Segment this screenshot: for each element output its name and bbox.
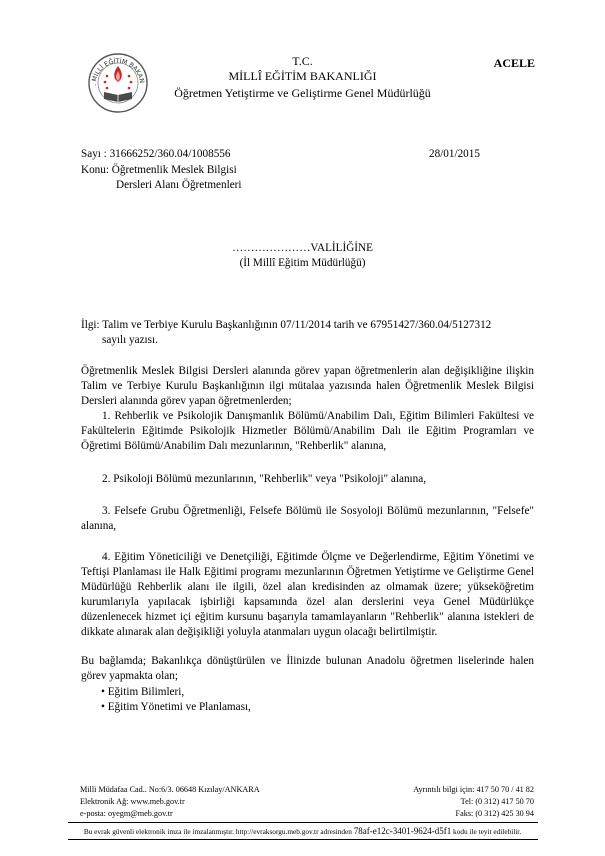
intro-paragraph: Öğretmenlik Meslek Bilgisi Dersleri alanında görev yapan öğretmenlerin alan değişikliğine ilişkin Talim ve Terbiye Kurulu Başkanlığının ilgi mütalaa yazısında halen Öğretmenlik Meslek Bilgisi Dersleri alanında görev yapan öğretmenlerden; (81, 365, 534, 407)
svg-text:T.C. MİLLÎ EĞİTİM BAKANLIĞI: . MİLLÎ EĞİTİM BAKAN (90, 57, 145, 86)
footer-divider-bottom (68, 839, 538, 840)
footer-web: Elektronik Ağ: www.meb.gov.tr (80, 797, 185, 806)
document-number: Sayı : 31666252/360.04/1008556 (81, 148, 231, 160)
verification-code: 78af-e12c-3401-9624-d5f1 (353, 826, 452, 836)
reference-line-1: İlgi: Talim ve Terbiye Kurulu Başkanlığının 07/11/2014 tarih ve 67951427/360.04/5127312 (81, 319, 492, 331)
e-signature-notice (0, 826, 605, 836)
item-1-paragraph: 1. Rehberlik ve Psikolojik Danışmanlık Bölümü/Anabilim Dalı, Eğitim Bilimleri Fakültesi ve Fakültelerin Eğitimde Psikolojik Hizmetler Bölümü/Anabilim Dalı ile Eğitim Programları ve Öğretimi Bölümü/Anabilim Dalı mezunlarının, "Rehberlik" alanına, (81, 410, 534, 452)
subject-line-1: Konu: Öğretmenlik Meslek Bilgisi (81, 164, 237, 176)
item-2-paragraph: 2. Psikoloji Bölümü mezunlarının, "Rehberlik" veya "Psikoloji" alanına, (102, 473, 427, 485)
footer-info: Ayrıntılı bilgi için: 417 50 70 / 41 82 (413, 785, 534, 794)
header-tc: T.C. (292, 54, 313, 68)
footer-divider (68, 822, 538, 823)
addressee-line-1: …………………VALİLİĞİNE (232, 242, 373, 254)
item-4-paragraph: 4. Eğitim Yöneticiliği ve Denetçiliği, Eğitimde Ölçme ve Değerlendirme, Eğitim Yönetimi ve Teftişi Planlaması ile Halk Eğitimi programı mezunlarının Öğretmen Yetiştirme ve Geliştirme Genel Müdürlüğü Rehberlik alanı ile ilgili, özel alan kredisinden az olmamak üzere; yükseköğretim kurumlarıyla yapılacak işbirliği kapsamında özel alan derslerini veya Genel Müdürlükçe düzenlenecek hizmet içi eğitim kursunu başarıyla tamamlayanların "Rehberlik" alanına istekleri de dikkate alınarak alan değişikliği yoluyla atanmaları uygun olacağı belirtilmiştir. (81, 551, 534, 638)
item-3-paragraph: 3. Felsefe Grubu Öğretmenliği, Felsefe Bölümü ile Sosyoloji Bölümü mezunlarının, "Felsefe" alanına, (81, 505, 534, 532)
footer-fax: Faks: (0 312) 425 30 94 (455, 809, 534, 818)
footer-address: Milli Müdafaa Cad.. No:6/3. 06648 Kızılay/ANKARA (80, 785, 260, 794)
subject-line-2: Dersleri Alanı Öğretmenleri (116, 179, 242, 191)
list-item: • Eğitim Yönetimi ve Planlaması, (101, 701, 251, 713)
document-date: 28/01/2015 (429, 148, 480, 160)
addressee-line-2: (İl Millî Eğitim Müdürlüğü) (239, 257, 366, 269)
notice-prefix: Bu evrak güvenli elektronik imza ile imzalanmıştır. http://evraksorgu.meb.gov.tr adresinden (83, 827, 354, 836)
footer-email: e-posta: oyegm@meb.gov.tr (80, 809, 173, 818)
list-item: • Eğitim Bilimleri, (101, 686, 185, 698)
urgent-label: ACELE (493, 56, 535, 70)
header-ministry: MİLLÎ EĞİTİM BAKANLIĞI (228, 69, 377, 83)
reference-line-2: sayılı yazısı. (102, 334, 158, 346)
notice-suffix: kodu ile teyit edilebilir. (451, 827, 522, 836)
closing-paragraph: Bu bağlamda; Bakanlıkça dönüştürülen ve İlinizde bulunan Anadolu öğretmen liselerinde halen görev yapmakta olan; (81, 655, 534, 682)
footer-tel: Tel: (0 312) 417 50 70 (460, 797, 534, 806)
header-directorate: Öğretmen Yetiştirme ve Geliştirme Genel Müdürlüğü (174, 86, 431, 100)
